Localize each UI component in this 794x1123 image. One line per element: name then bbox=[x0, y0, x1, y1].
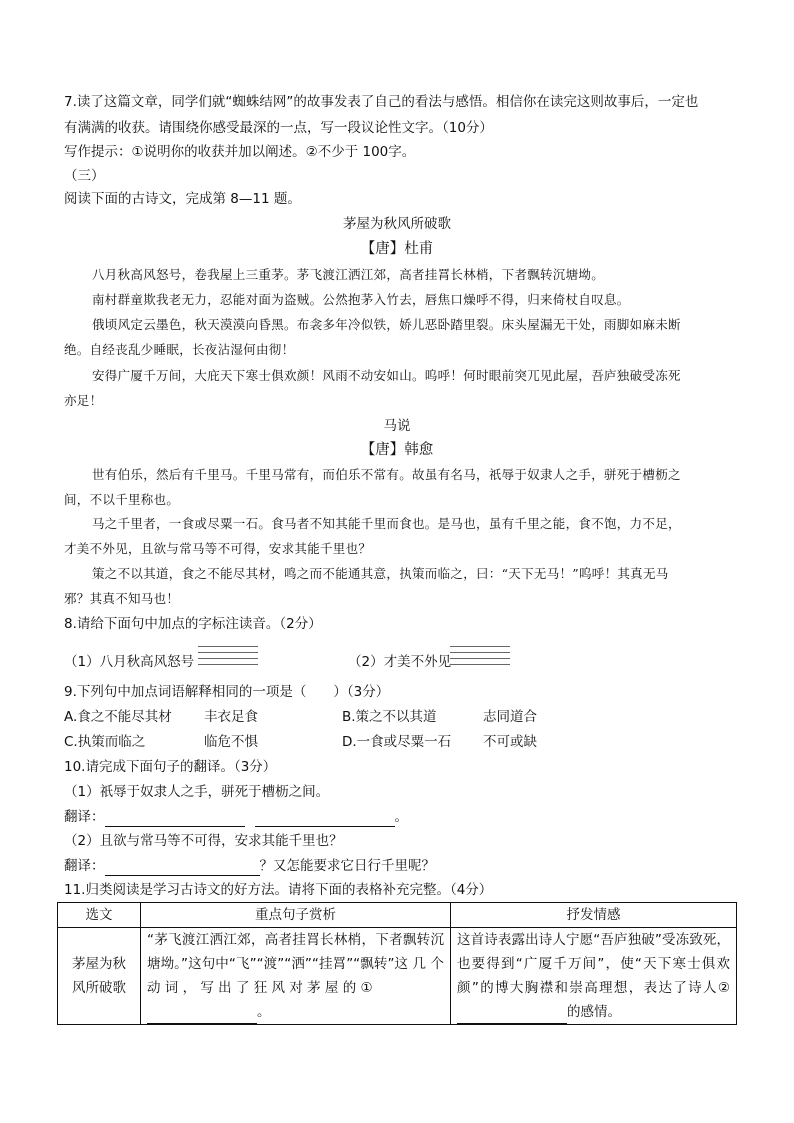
answer-blank[interactable] bbox=[105, 812, 245, 827]
header-cell: 选文 bbox=[58, 903, 141, 928]
q11-table bbox=[57, 902, 737, 1025]
poem2-line: 才美不外见，且欲与常马等不可得，安求其能千里也？ bbox=[64, 541, 372, 556]
q7-line2: 有满满的收获。请围绕你感受最深的一点，写一段议论性文字。（10分） bbox=[64, 120, 493, 136]
row-title-text: 茅屋为秋风所破歌 bbox=[72, 956, 126, 996]
answer-blank-1[interactable] bbox=[147, 1009, 257, 1024]
q9-stem: 9.下列句中加点词语解释相同的一项是（ ）（3分） bbox=[64, 684, 390, 700]
poem2-line: 马之千里者，一食或尽粟一石。食马者不知其能千里而食也。是马也，虽有千里之能，食不饱，力不足， bbox=[92, 516, 681, 531]
q10-stem: 10.请完成下面句子的翻译。（3分） bbox=[64, 759, 277, 775]
q7-line1: 7.读了这篇文章，同学们就“蜘蛛结网”的故事发表了自己的看法与感悟。相信你在读完这则故事后，一定也 bbox=[64, 94, 699, 110]
emotion-cell bbox=[451, 928, 737, 1025]
translation-rest: ？又怎能要求它日行千里呢？ bbox=[259, 858, 435, 874]
q9-option-d-idiom: 不可或缺 bbox=[483, 734, 537, 750]
section-instruction: 阅读下面的古诗文，完成第 8—11 题。 bbox=[64, 191, 301, 207]
period: 。 bbox=[394, 809, 408, 825]
q10-translation2 bbox=[64, 856, 435, 876]
poem2-line: 邪？其真不知马也！ bbox=[64, 591, 180, 606]
poem2-line: 世有伯乐，然后有千里马。千里马常有，而伯乐不常有。故虽有名马，祇辱于奴隶人之手，骈死于槽枥之 bbox=[92, 467, 681, 482]
q7-hint: 写作提示：①说明你的收获并加以阐述。②不少于 100字。 bbox=[64, 144, 416, 160]
answer-blank[interactable] bbox=[255, 812, 395, 827]
translation-label: 翻译： bbox=[64, 809, 105, 825]
poem1-line: 俄顷风定云墨色，秋天漠漠向昏黑。布衾多年冷似铁，娇儿恶卧踏里裂。床头屋漏无干处，雨脚如麻未断 bbox=[92, 317, 681, 332]
q8-item1: （1）八月秋高风怒号 bbox=[64, 654, 195, 670]
header-cell: 抒发情感 bbox=[451, 903, 737, 928]
answer-blank-2[interactable] bbox=[457, 1009, 567, 1024]
period: 。 bbox=[257, 1004, 271, 1020]
q9-option-b-idiom: 志同道合 bbox=[483, 709, 537, 725]
q9-option-d: D.一食或尽粟一石 bbox=[342, 734, 452, 750]
emotion-end: 的感情。 bbox=[567, 1004, 621, 1020]
q8-item2: （2）才美不外见 bbox=[348, 654, 452, 670]
poem2-line: 策之不以其道，食之不能尽其材，鸣之而不能通其意，执策而临之，曰：“天下无马！”呜呼！其真无马 bbox=[92, 566, 669, 581]
table-header-row bbox=[58, 903, 737, 928]
poem1-line: 南村群童欺我老无力，忍能对面为盗贼。公然抱茅入竹去，唇焦口燥呼不得，归来倚杖自叹息。 bbox=[92, 292, 630, 307]
section-label: （三） bbox=[64, 168, 105, 184]
emotion-text: 这首诗表露出诗人宁愿“吾庐独破”受冻致死，也要得到“广厦千万间”，使“天下寒士俱欢颜”的博大胸襟和崇高理想，表达了诗人② bbox=[457, 932, 730, 996]
table-row bbox=[58, 928, 737, 1025]
poem2-line: 间，不以千里称也。 bbox=[64, 492, 180, 507]
q9-option-c: C.执策而临之 bbox=[64, 734, 146, 750]
q9-option-c-idiom: 临危不惧 bbox=[204, 734, 258, 750]
q8-answer-lines-1[interactable] bbox=[198, 641, 258, 665]
q8-stem: 8.请给下面句中加点的字标注读音。（2分） bbox=[64, 616, 322, 632]
header-cell: 重点句子赏析 bbox=[141, 903, 451, 928]
poem1-line: 安得广厦千万间，大庇天下寒士俱欢颜！风雨不动安如山。呜呼！何时眼前突兀见此屋，吾庐独破受冻死 bbox=[92, 368, 681, 383]
q8-answer-lines-2[interactable] bbox=[450, 641, 510, 665]
q10-translation1 bbox=[64, 807, 408, 827]
analysis-text: “茅飞渡江洒江郊，高者挂罥长林梢，下者飘转沉塘坳。”这句中“飞”“渡”“洒”“挂罥”“飘转”这 几 个 动 词 ， 写 出 了 狂 风 对 茅 屋 的 ① bbox=[147, 932, 444, 996]
q9-option-a-idiom: 丰衣足食 bbox=[204, 709, 258, 725]
poem1-line: 八月秋高风怒号，卷我屋上三重茅。茅飞渡江洒江郊，高者挂罥长林梢，下者飘转沉塘坳。 bbox=[92, 267, 605, 282]
translation-label: 翻译： bbox=[64, 858, 105, 874]
poem2-author: 【唐】韩愈 bbox=[360, 442, 434, 458]
poem1-title: 茅屋为秋风所破歌 bbox=[343, 216, 451, 232]
q9-option-a: A.食之不能尽其材 bbox=[64, 709, 172, 725]
poem1-line: 亦足！ bbox=[64, 393, 103, 408]
row-title bbox=[58, 928, 141, 1025]
analysis-cell bbox=[141, 928, 451, 1025]
q9-option-b: B.策之不以其道 bbox=[342, 709, 437, 725]
q11-stem: 11.归类阅读是学习古诗文的好方法。请将下面的表格补充完整。（4分） bbox=[64, 882, 493, 898]
answer-blank[interactable] bbox=[105, 861, 260, 876]
q10-sentence1: （1）祇辱于奴隶人之手，骈死于槽枥之间。 bbox=[64, 784, 330, 800]
q10-sentence2: （2）且欲与常马等不可得，安求其能千里也？ bbox=[64, 833, 343, 849]
poem1-author: 【唐】杜甫 bbox=[360, 241, 434, 257]
poem2-title: 马说 bbox=[383, 418, 411, 434]
poem1-line: 绝。自经丧乱少睡眠，长夜沾湿何由彻！ bbox=[64, 342, 295, 357]
